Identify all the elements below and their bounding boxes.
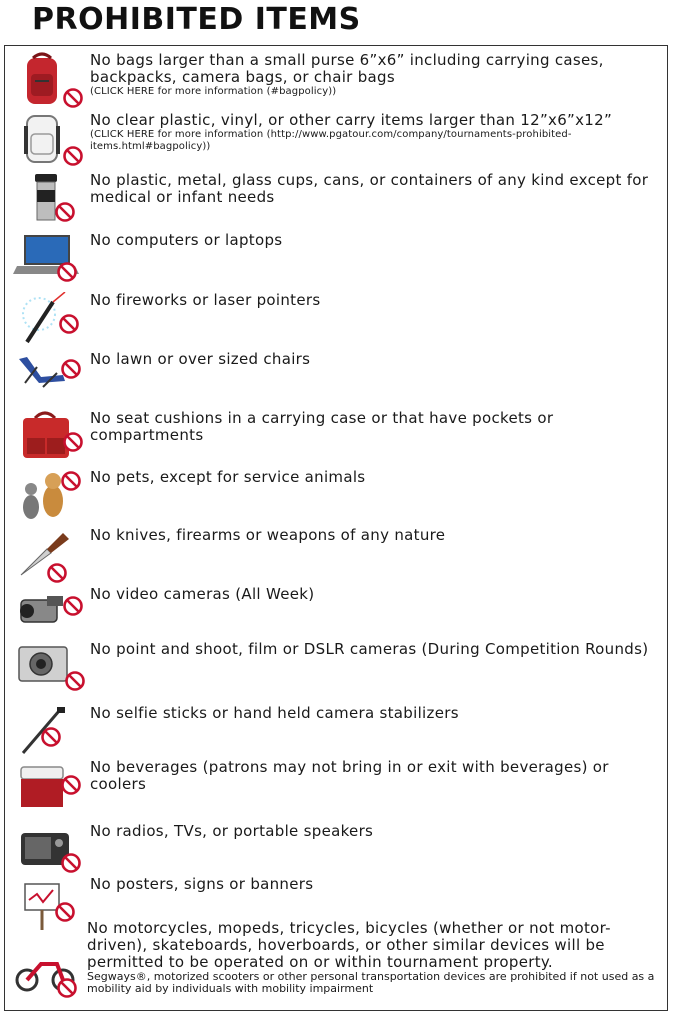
video-camera-icon <box>13 586 87 642</box>
item-text: No radios, TVs, or portable speakers <box>90 822 374 840</box>
camera-icon <box>13 641 87 697</box>
item-text: No fireworks or laser pointers <box>90 291 321 309</box>
pets-icon <box>13 469 87 525</box>
item-note: Segways®, motorized scooters or other personal transportation devices are prohibited if not used as a mobility aid by individuals with mobility impairment <box>87 970 655 995</box>
radio-icon <box>13 823 87 879</box>
knife-icon <box>13 527 87 583</box>
lawn-chair-icon <box>13 351 87 407</box>
item-text: No seat cushions in a carrying case or that have pockets or compartments <box>90 409 554 444</box>
item-text: No video cameras (All Week) <box>90 585 315 603</box>
item-text: No selfie sticks or hand held camera stabilizers <box>90 704 459 722</box>
cooler-icon <box>13 759 87 815</box>
seat-cushion-bag-icon <box>13 410 87 466</box>
item-text: No beverages (patrons may not bring in or exit with beverages) or coolers <box>90 758 609 793</box>
item-text: No lawn or over sized chairs <box>90 350 311 368</box>
motorcycle-icon <box>13 942 87 998</box>
item-text: No clear plastic, vinyl, or other carry items larger than 12”x6”x12” <box>90 111 613 129</box>
laser-pointer-icon <box>13 292 87 348</box>
page-title: PROHIBITED ITEMS <box>32 2 361 37</box>
more-info-link[interactable]: (CLICK HERE for more information (http://www.pgatour.com/company/tournaments-prohibited-items.html#bagpolicy)) <box>90 129 572 152</box>
sign-icon <box>13 876 87 932</box>
backpack-icon <box>13 52 87 108</box>
prohibited-items-list <box>4 45 668 1011</box>
clear-backpack-icon <box>13 112 87 168</box>
more-info-link[interactable]: (CLICK HERE for more information (#bagpolicy)) <box>90 86 337 97</box>
item-text: No knives, firearms or weapons of any nature <box>90 526 446 544</box>
laptop-icon <box>13 232 87 288</box>
item-text: No computers or laptops <box>90 231 283 249</box>
travel-mug-icon <box>13 172 87 228</box>
item-text: No plastic, metal, glass cups, cans, or containers of any kind except for medical or infant needs <box>90 171 649 206</box>
item-text: No point and shoot, film or DSLR cameras (During Competition Rounds) <box>90 640 649 658</box>
item-text: No posters, signs or banners <box>90 875 314 893</box>
selfie-stick-icon <box>13 705 87 761</box>
item-text: No pets, except for service animals <box>90 468 366 486</box>
item-text: No bags larger than a small purse 6”x6” including carrying cases, backpacks, camera bags, or chair bags <box>90 51 604 86</box>
item-text: No motorcycles, mopeds, tricycles, bicycles (whether or not motor-driven), skateboards, hoverboards, or other similar devices will be permitted to be operated on or within tournament property. <box>87 919 611 971</box>
